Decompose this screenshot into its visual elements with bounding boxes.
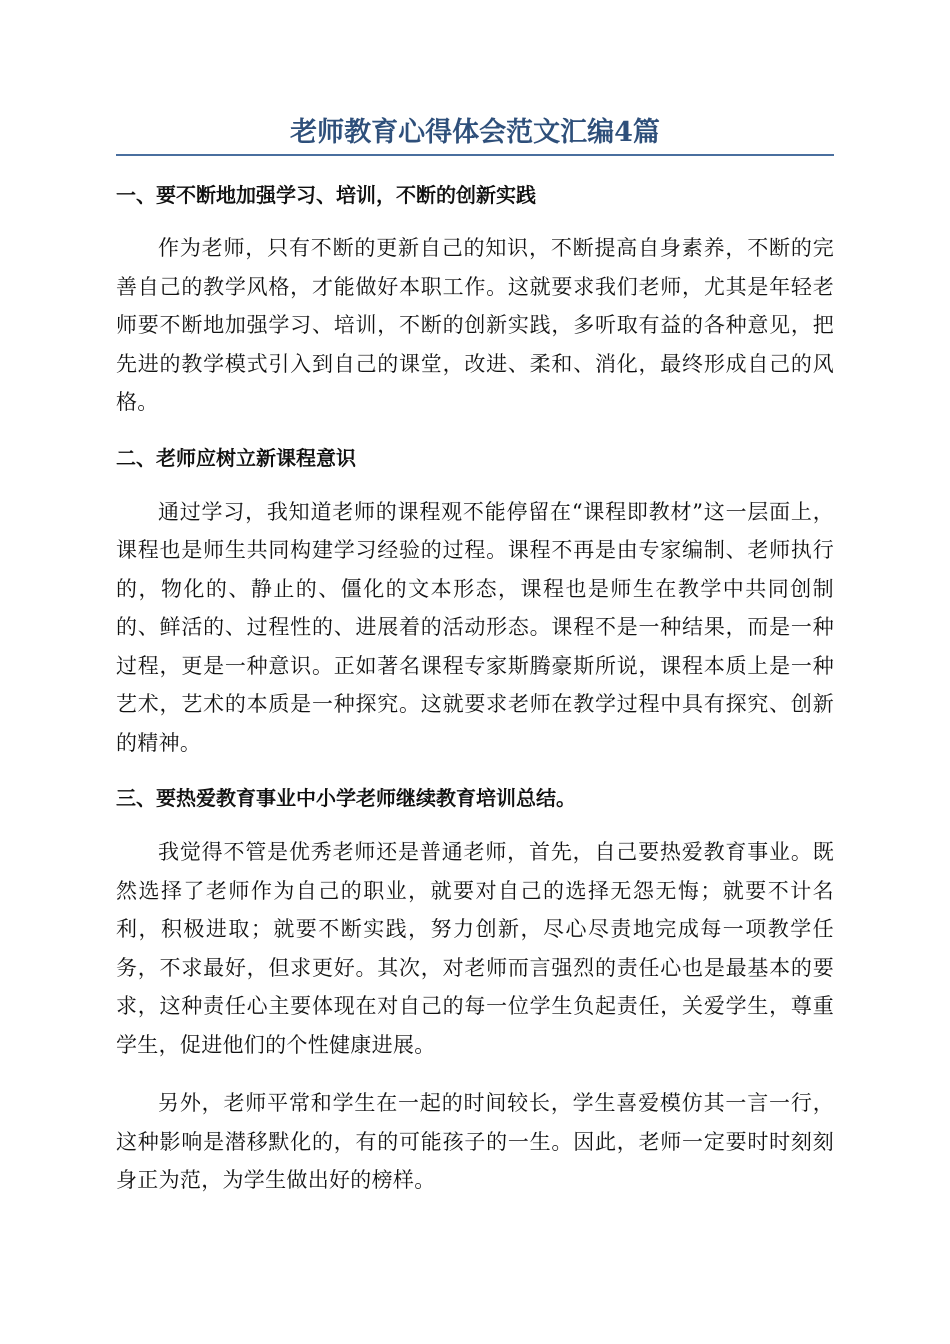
section-paragraph: 另外，老师平常和学生在一起的时间较长，学生喜爱模仿其一言一行，这种影响是潜移默化的，有的可能孩子的一生。因此，老师一定要时时刻刻身正为范，为学生做出好的榜样。 bbox=[116, 1091, 834, 1192]
section-paragraph: 通过学习，我知道老师的课程观不能停留在“课程即教材”这一层面上，课程也是师生共同构建学习经验的过程。课程不再是由专家编制、老师执行的，物化的、静止的、僵化的文本形态，课程也是师生在教学中共同创制的、鲜活的、过程性的、进展着的活动形态。课程不是一种结果，而是一种过程，更是一种意识。正如著名课程专家斯腾豪斯所说，课程本质上是一种艺术，艺术的本质是一种探究。这就要求老师在教学过程中具有探究、创新的精神。 bbox=[116, 499, 834, 755]
section-heading: 一、要不断地加强学习、培训，不断的创新实践 bbox=[116, 183, 536, 207]
section-paragraph: 作为老师，只有不断的更新自己的知识，不断提高自身素养，不断的完善自己的教学风格，才能做好本职工作。这就要求我们老师，尤其是年轻老师要不断地加强学习、培训，不断的创新实践，多听取有益的各种意见，把先进的教学模式引入到自己的课堂，改进、柔和、消化，最终形成自己的风格。 bbox=[116, 236, 834, 414]
section-heading: 三、要热爱教育事业中小学老师继续教育培训总结。 bbox=[116, 786, 576, 810]
section-heading: 二、老师应树立新课程意识 bbox=[116, 445, 356, 470]
document-page bbox=[116, 108, 834, 1200]
title-underline bbox=[116, 154, 834, 156]
section-paragraph: 我觉得不管是优秀老师还是普通老师，首先，自己要热爱教育事业。既然选择了老师作为自己的职业，就要对自己的选择无怨无悔；就要不计名利，积极进取；就要不断实践，努力创新，尽心尽责地完成每一项教学任务，不求最好，但求更好。其次，对老师而言强烈的责任心也是最基本的要求，这种责任心主要体现在对自己的每一位学生负起责任，关爱学生，尊重学生，促进他们的个性健康进展。 bbox=[116, 840, 834, 1057]
document-title: 老师教育心得体会范文汇编4篇 bbox=[290, 117, 660, 148]
